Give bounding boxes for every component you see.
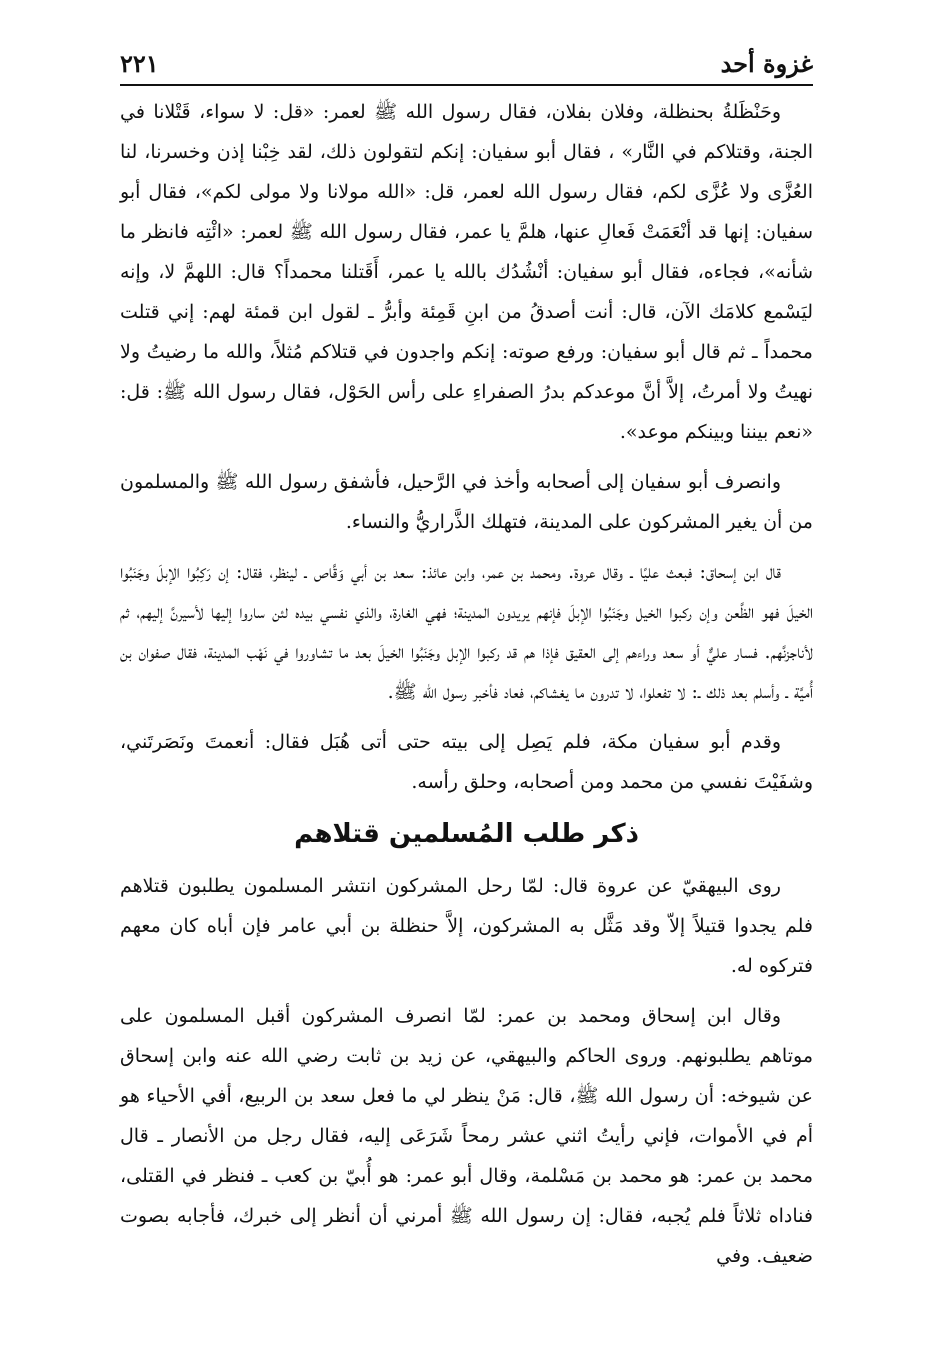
running-head — [120, 38, 813, 86]
paragraph: وقال ابن إسحاق ومحمد بن عمر: لمّا انصرف المشركون أقبل المسلمون على موتاهم يطلبونهم. وروى الحاكم والبيهقي، عن زيد بن ثابت رضي الله عنه وابن إسحاق عن شيوخه: أن رسول الله ﷺ، قال: مَنْ ينظر لي ما فعل سعد بن الربيع، أفي الأحياء هو أم في الأموات، فإني رأيتُ اثني عشر رمحاً شَرَعَى إليه، فقال رجل من الأنصار ـ قال محمد بن عمر: هو محمد بن مَسْلمة، وقال أبو عمر: هو أُبيّ بن كعب ـ فنظر في القتلى، فناداه ثلاثاً فلم يُجبه، فقال: إن رسول الله ﷺ أمرني أن أنظر إلى خبرك، فأجابه بصوت ضعيف. وفي — [120, 1005, 813, 1267]
paragraph: روى البيهقيّ عن عروة قال: لمّا رحل المشركون انتشر المسلمون يطلبون قتلاهم فلم يجدوا قتيلاً إلاّ وقد مَثَّل به المشركون، إلاَّ حنظلة بن أبي عامر فإن أباه كان معهم فتركوه له. — [120, 875, 813, 977]
paragraph: وانصرف أبو سفيان إلى أصحابه وأخذ في الرَّحيل، فأشفق رسول الله ﷺ والمسلمون من أن يغير المشركون على المدينة، فتهلك الذَّراريُّ والنساء. — [120, 471, 813, 533]
page-body — [120, 92, 813, 1315]
paragraph: وقدم أبو سفيان مكة، فلم يَصِل إلى بيته حتى أتى هُبَل فقال: أنعمتَ ونَصَرتَني، وشفَيْتَ نفسي من محمد ومن أصحابه، وحلق رأسه. — [120, 731, 813, 793]
paragraph: قال ابن إسحاق: فبعث عليًا ـ وقال عروة. ومحمد بن عمر، وابن عائذ: سعد بن أبي وَقَّاص ـ لينظر، فقال: إن رَكِبُوا الإبلَ وجَنَبُوا الخيلَ فهو الظَّعن وإن ركبوا الخيل وجَنَبُوا الإبلَ فإنهم يريدون المدينة؛ فهي الغارة، والذي نفسي بيده لئن ساروا إليها لأسيرنَّ إليهم، ثم لأناجزنَّهم. فسار عليٌّ أو سعد وراءهم إلى العقيق فإذا هم قد ركبوا الإبل وجَنَبُوا الخيلَ بعد ما تشاوروا في نَهْب المدينة، فقال صفوان بن أُميَّة ـ وأسلم بعد ذلك ـ: لا تفعلوا، لا تدرون ما يغشاكم، فعاد فأخبر رسول الله ﷺ. — [120, 561, 813, 703]
section-heading: ذكر طلب المُسلمين قتلاهم — [294, 819, 639, 849]
chapter-title: غزوة أحد — [720, 49, 813, 78]
paragraph: وحَنْظَلةُ بحنظلة، وفلان بفلان، فقال رسول الله ﷺ لعمر: «قل: لا سواء، قَتْلانا في الجنة، وقتلاكم في النَّار» ، فقال أبو سفيان: إنكم لتقولون ذلك، لقد خِبْنا إذن وخسرنا، لنا العُزَّى ولا عُزَّى لكم، فقال رسول الله لعمر، قل: «الله مولانا ولا مولى لكم»، فقال أبو سفيان: إنها قد أنْعَمَتْ فَعالِ عنها، هلمَّ يا عمر، فقال رسول الله ﷺ لعمر: «ائْتِه فانظر ما شأنه»، فجاءه، فقال أبو سفيان: أنْشُدُك بالله يا عمر، أَقَتلنا محمداً؟ قال: اللهمَّ لا، وإنه ليَسْمع كلامَك الآن، قال: أنت أصدقُ من ابنِ قَمِئة وأبرُّ ـ لقول ابن قمئة لهم: إني قتلت محمداً ـ ثم قال أبو سفيان: ورفع صوته: إنكم واجدون في قتلاكم مُثلاً، والله ما رضيتُ ولا نهيتُ ولا أمرتُ، إلاَّ أنَّ موعدكم بدرُ الصفراءِ على رأس الحَوْل، فقال رسول الله ﷺ: قل: «نعم بيننا وبينكم موعد». — [120, 101, 813, 443]
page-number: ٢٢١ — [120, 49, 159, 78]
